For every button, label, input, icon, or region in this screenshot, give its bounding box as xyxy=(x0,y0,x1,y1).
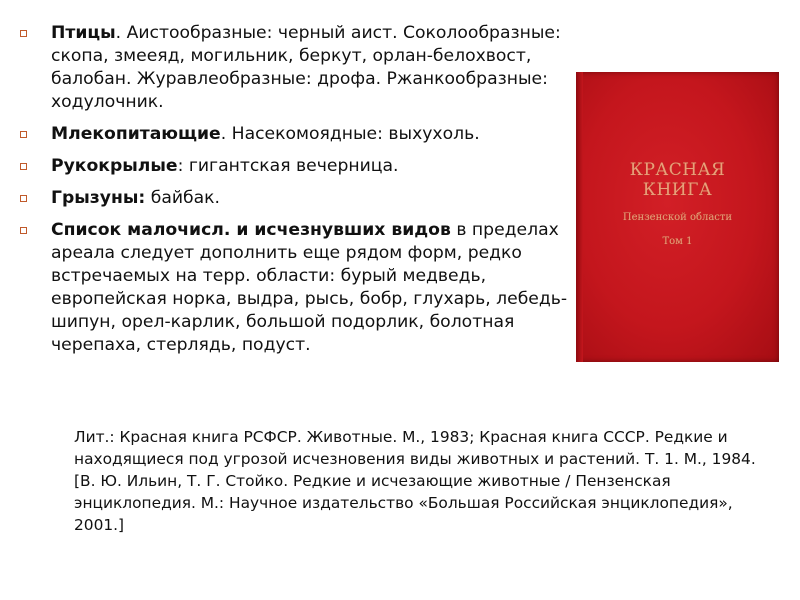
square-bullet-icon xyxy=(20,30,27,37)
reference-literature: Лит.: Красная книга РСФСР. Животные. М., 1983; Красная книга СССР. Редкие и находящиеся под угрозой исчезновения виды животных и растений. Т. 1. М., 1984. xyxy=(74,428,756,468)
bullet-text: в пределах ареала следует дополнить еще рядом форм, редко встречаемых на терр. области: бурый медведь, европейская норка, выдра, рысь, бобр, глухарь, лебедь-шипун, орел-карлик, большой подорлик, болотная черепаха, стерлядь, подуст. xyxy=(51,220,568,355)
bullet-birds xyxy=(20,22,580,114)
book-title xyxy=(576,160,779,200)
reference-encyclopedia: [В. Ю. Ильин, Т. Г. Стойко. Редкие и исчезающие животные / Пензенская энциклопедия. М.: Научное издательство «Большая Российская энциклопедия», 2001.] xyxy=(74,472,733,534)
red-book-cover-image xyxy=(576,72,779,362)
square-bullet-icon xyxy=(20,227,27,234)
bullet-rodents xyxy=(20,187,580,210)
bullet-bats xyxy=(20,155,580,178)
bullet-list xyxy=(20,22,580,366)
square-bullet-icon xyxy=(20,195,27,202)
bullet-text: : гигантская вечерница. xyxy=(177,156,399,176)
bullet-text: . Насекомоядные: выхухоль. xyxy=(220,124,480,144)
bullet-mammals xyxy=(20,123,580,146)
book-volume: Том 1 xyxy=(662,236,693,247)
bullet-lead: Грызуны: xyxy=(51,188,146,208)
bullet-text: . Аистообразные: черный аист. Соколообразные: скопа, змееяд, могильник, беркут, орлан-белохвост, балобан. Журавлеобразные: дрофа. Ржанкообразные: ходулочник. xyxy=(51,23,561,112)
book-title-line1: КРАСНАЯ xyxy=(629,160,726,180)
book-title-line2: КНИГА xyxy=(642,180,713,200)
square-bullet-icon xyxy=(20,163,27,170)
book-region: Пензенской области xyxy=(622,212,733,223)
bullet-rare-species xyxy=(20,219,580,357)
bullet-lead: Млекопитающие xyxy=(51,124,221,144)
references-block xyxy=(74,426,774,536)
bullet-lead: Список малочисл. и исчезнувших видов xyxy=(51,220,451,240)
bullet-lead: Рукокрылые xyxy=(51,156,178,176)
bullet-text: байбак. xyxy=(145,188,221,208)
square-bullet-icon xyxy=(20,131,27,138)
bullet-lead: Птицы xyxy=(51,23,116,43)
